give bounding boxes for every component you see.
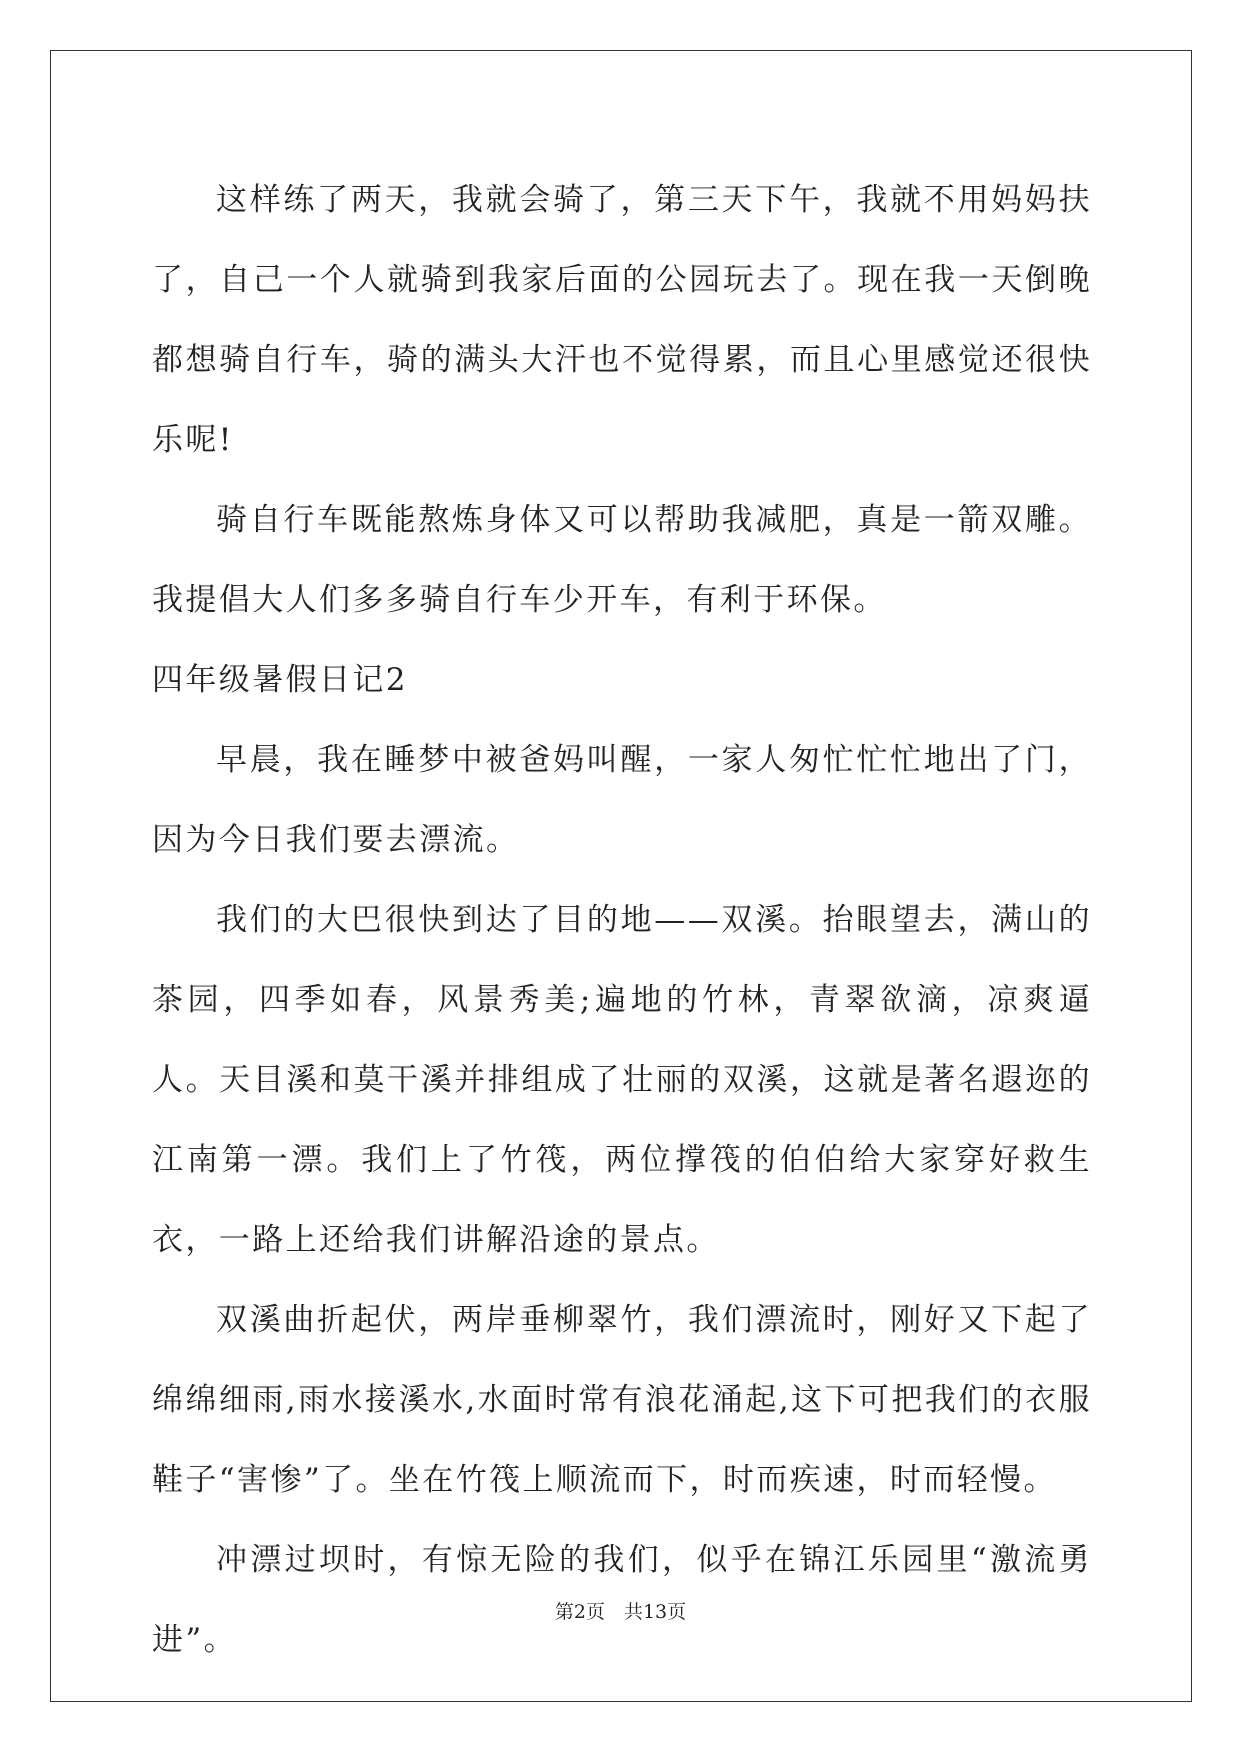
paragraph-6: 冲漂过坝时，有惊无险的我们，似乎在锦江乐园里“激流勇进”。 (152, 1542, 1092, 1658)
paragraph-4: 我们的大巴很快到达了目的地——双溪。抬眼望去，满山的茶园，四季如春，风景秀美;遍地的竹林，青翠欲滴，凉爽逼人。天目溪和莫干溪并排组成了壮丽的双溪，这就是著名遐迩的江南第一漂。我们上了竹筏，两位撑筏的伯伯给大家穿好救生衣，一路上还给我们讲解沿途的景点。 (152, 902, 1092, 1258)
document-body (152, 160, 1092, 1680)
paragraph-2: 骑自行车既能熬炼身体又可以帮助我减肥，真是一箭双雕。我提倡大人们多多骑自行车少开车，有利于环保。 (152, 502, 1092, 618)
paragraph-3: 早晨，我在睡梦中被爸妈叫醒，一家人匆忙忙忙地出了门，因为今日我们要去漂流。 (152, 742, 1092, 858)
section-title: 四年级暑假日记2 (152, 662, 408, 698)
paragraph-1: 这样练了两天，我就会骑了，第三天下午，我就不用妈妈扶了，自己一个人就骑到我家后面的公园玩去了。现在我一天倒晚都想骑自行车，骑的满头大汗也不觉得累，而且心里感觉还很快乐呢! (152, 182, 1092, 458)
page-number-footer: 第2页 共13页 (554, 1601, 687, 1623)
paragraph-5: 双溪曲折起伏，两岸垂柳翠竹，我们漂流时，刚好又下起了绵绵细雨,雨水接溪水,水面时常有浪花涌起,这下可把我们的衣服鞋子“害惨”了。坐在竹筏上顺流而下，时而疾速，时而轻慢。 (152, 1302, 1092, 1498)
